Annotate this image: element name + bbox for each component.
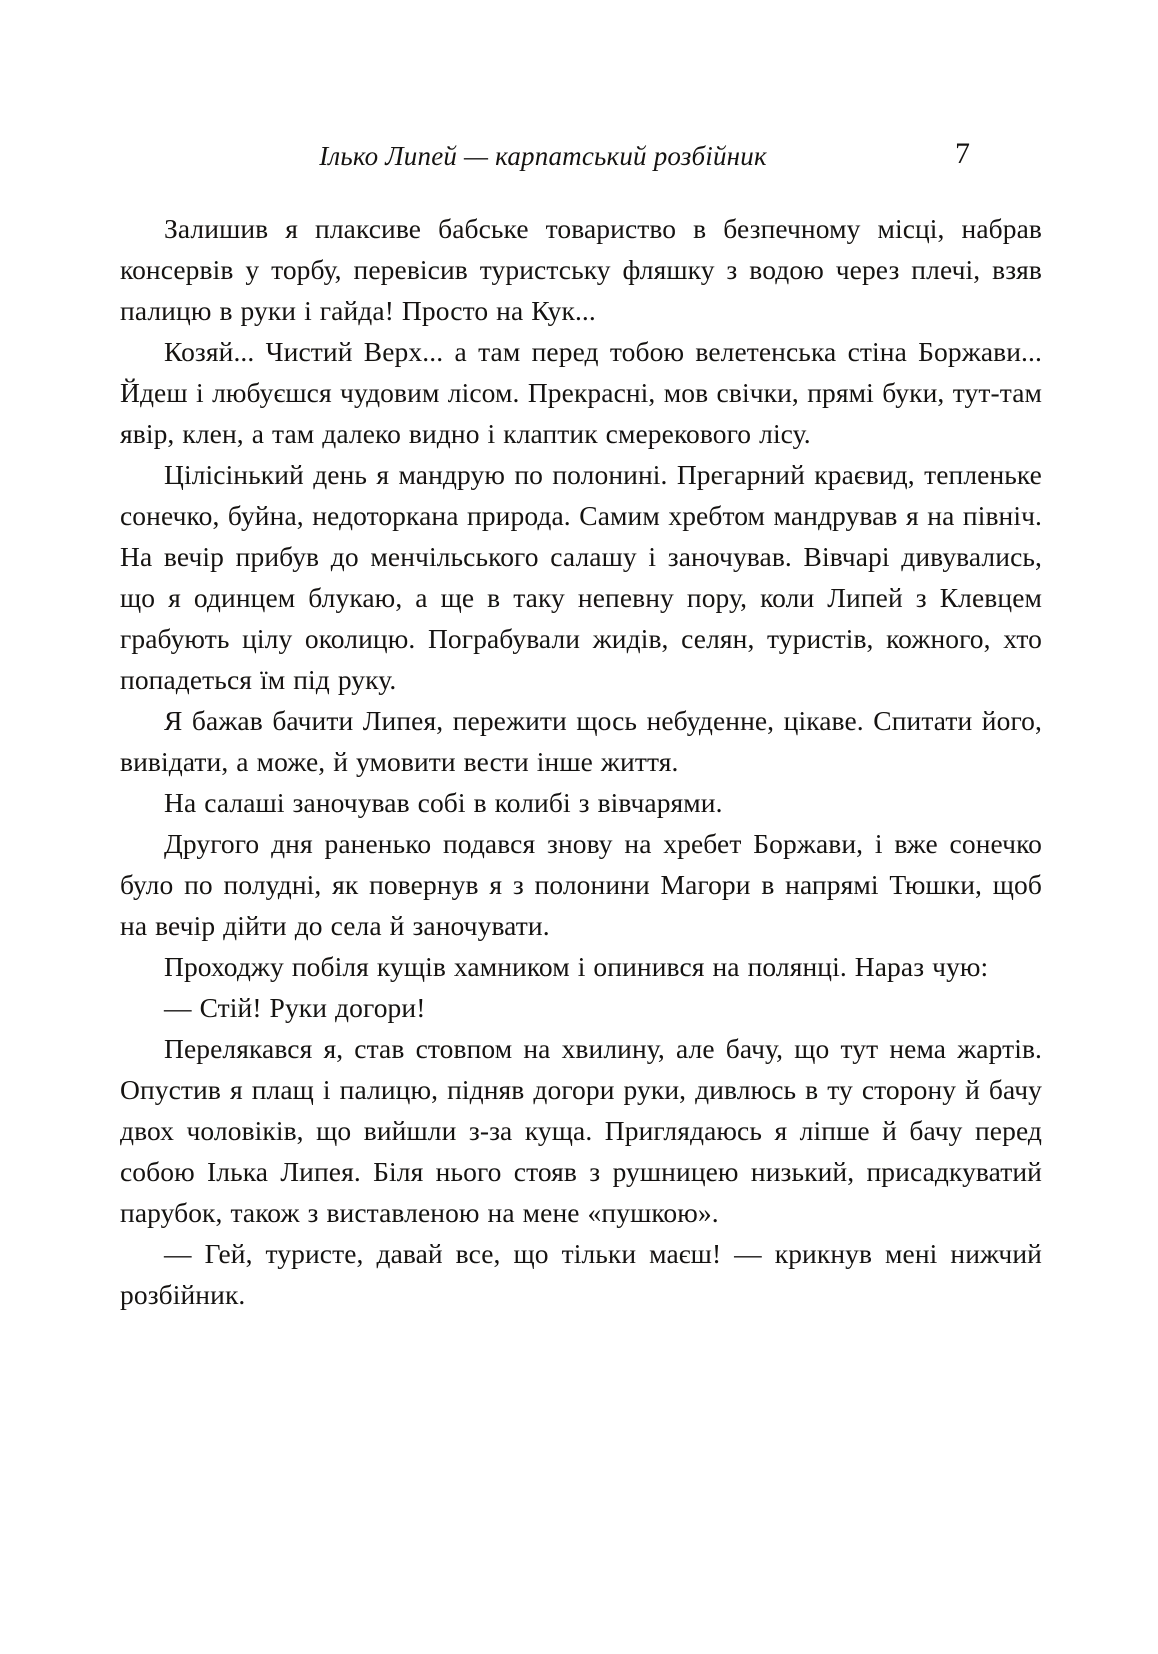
paragraph-dialogue: — Стій! Руки догори! xyxy=(164,992,426,1023)
text-block xyxy=(120,138,1042,1315)
paragraph: Залишив я плаксиве бабське товариство в безпечному місці, набрав консервів у торбу, перевісив туристську фляшку з водою через плечі, взяв палицю в руки і гайда! Просто на Кук... xyxy=(120,213,1042,326)
paragraph: Проходжу побіля кущів хамником і опинився на полянці. Нараз чую: xyxy=(164,951,989,982)
paragraph: Я бажав бачити Липея, пережити щось небуденне, цікаве. Спитати його, вивідати, а може, й умовити вести інше життя. xyxy=(120,705,1042,777)
paragraph: Перелякався я, став стовпом на хвилину, але бачу, що тут нема жартів. Опустив я плащ і палицю, підняв догори руки, дивлюсь в ту сторону й бачу двох чоловіків, що вийшли з-за куща. Приглядаюсь я ліпше й бачу перед собою Ілька Липея. Біля нього стояв з рушницею низький, присадкуватий парубок, також з виставленою на мене «пушкою». xyxy=(120,1033,1042,1228)
running-title: Ілько Липей — карпатський розбійник xyxy=(319,141,767,171)
page-body xyxy=(120,208,1042,1315)
paragraph: Козяй... Чистий Верх... а там перед тобою велетенська стіна Боржави... Йдеш і любуєшся чудовим лісом. Прекрасні, мов свічки, прямі буки, тут-там явір, клен, а там далеко видно і клаптик смерекового лісу. xyxy=(120,336,1042,449)
paragraph: На салаші заночував собі в колибі з вівчарями. xyxy=(164,787,723,818)
page-number: 7 xyxy=(955,137,970,170)
paragraph: Другого дня раненько подався знову на хребет Боржави, і вже сонечко було по полудні, як повернув я з полонини Магори в напрямі Тюшки, щоб на вечір дійти до села й заночувати. xyxy=(120,828,1042,941)
paragraph: Цілісінький день я мандрую по полонині. Прегарний краєвид, тепленьке сонечко, буйна, недоторкана природа. Самим хребтом мандрував я на північ. На вечір прибув до менчільського салашу і заночував. Вівчарі дивувались, що я одинцем блукаю, а ще в таку непевну пору, коли Липей з Клевцем грабують цілу околицю. Пограбували жидів, селян, туристів, кожного, хто попадеться їм під руку. xyxy=(120,459,1042,695)
paragraph-dialogue: — Гей, туристе, давай все, що тільки маєш! — крикнув мені нижчий розбійник. xyxy=(120,1238,1042,1310)
page-header xyxy=(120,138,1042,180)
